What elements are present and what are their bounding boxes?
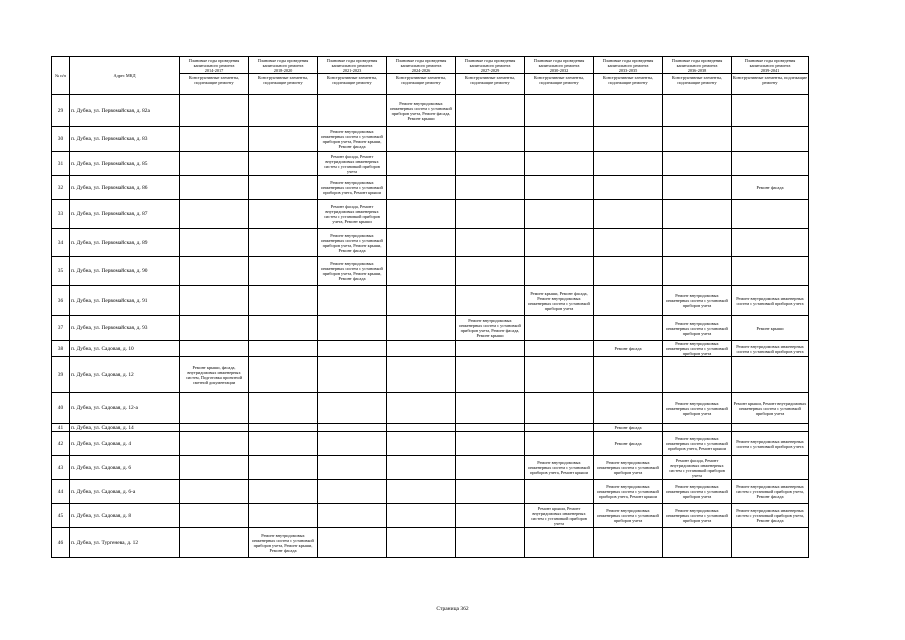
repair-cell bbox=[663, 357, 732, 393]
repair-cell: Ремонт крыши, Ремонт внутридомовых инженерных систем с установкой приборов учета bbox=[525, 504, 594, 528]
repair-cell: Ремонт крыши, фасада, внутридомовых инженерных систем, Подготовка проектной сметной документации bbox=[180, 357, 249, 393]
repair-cell: Ремонт внутридомовых инженерных систем с установкой приборов учета bbox=[663, 393, 732, 424]
repair-cell bbox=[318, 341, 387, 357]
repair-cell bbox=[318, 432, 387, 456]
repair-cell bbox=[525, 257, 594, 286]
repair-cell bbox=[732, 456, 809, 480]
table-row bbox=[52, 152, 809, 176]
repair-cell: Ремонт фасада, Ремонт внутридомовых инженерных систем с установкой приборов учета, Ремонт крыши bbox=[318, 200, 387, 229]
period-title: Плановые годы проведения капитального ремонта bbox=[602, 58, 654, 68]
repair-cell bbox=[387, 432, 456, 456]
period-subheader: Конструктивные элементы, подлежащие ремонту bbox=[387, 73, 455, 85]
repair-cell bbox=[456, 357, 525, 393]
table-row bbox=[52, 393, 809, 424]
col-header-period bbox=[180, 57, 249, 95]
row-number: 46 bbox=[52, 528, 70, 558]
repair-cell: Ремонт внутридомовых инженерных систем с установкой приборов учета, Ремонт крыши, Ремонт фасада bbox=[249, 528, 318, 558]
repair-cell: Ремонт внутридомовых инженерных систем с установкой приборов учета bbox=[732, 341, 809, 357]
period-years: 2014-2017 bbox=[204, 68, 224, 73]
repair-cell bbox=[249, 95, 318, 127]
repair-cell bbox=[180, 504, 249, 528]
repair-cell bbox=[456, 152, 525, 176]
repair-cell: Ремонт внутридомовых инженерных систем с установкой приборов учета bbox=[663, 504, 732, 528]
repair-cell bbox=[180, 200, 249, 229]
row-address: п. Дубна, ул. Первомайская, д. 90 bbox=[70, 257, 180, 286]
period-subheader: Конструктивные элементы, подлежащие ремонту bbox=[525, 73, 593, 85]
row-address: п. Дубна, ул. Садовая, д. 8 bbox=[70, 504, 180, 528]
repair-cell bbox=[456, 456, 525, 480]
repair-cell bbox=[525, 357, 594, 393]
col-header-period bbox=[525, 57, 594, 95]
row-number: 30 bbox=[52, 127, 70, 152]
row-number: 43 bbox=[52, 456, 70, 480]
repair-cell bbox=[525, 152, 594, 176]
col-header-period bbox=[732, 57, 809, 95]
period-title: Плановые годы проведения капитального ремонта bbox=[744, 58, 796, 68]
repair-cell bbox=[525, 316, 594, 341]
repair-cell bbox=[594, 176, 663, 200]
repair-cell bbox=[525, 127, 594, 152]
table-row bbox=[52, 127, 809, 152]
row-number: 42 bbox=[52, 432, 70, 456]
repair-cell bbox=[525, 200, 594, 229]
row-address: п. Дубна, ул. Первомайская, д. 83 bbox=[70, 127, 180, 152]
repair-cell bbox=[663, 424, 732, 432]
repair-cell bbox=[180, 257, 249, 286]
repair-cell: Ремонт фасада bbox=[594, 432, 663, 456]
repair-cell bbox=[387, 127, 456, 152]
repair-cell bbox=[663, 152, 732, 176]
row-number: 29 bbox=[52, 95, 70, 127]
repair-cell bbox=[249, 176, 318, 200]
col-header-period bbox=[249, 57, 318, 95]
repair-cell: Ремонт крыши bbox=[732, 316, 809, 341]
repair-cell bbox=[387, 424, 456, 432]
row-number: 33 bbox=[52, 200, 70, 229]
repair-cell bbox=[387, 480, 456, 504]
period-title: Плановые годы проведения капитального ремонта bbox=[464, 58, 516, 68]
table-row bbox=[52, 286, 809, 316]
row-address: п. Дубна, ул. Первомайская, д. 93 bbox=[70, 316, 180, 341]
row-address: п. Дубна, ул. Первомайская, д. 86 bbox=[70, 176, 180, 200]
row-number: 40 bbox=[52, 393, 70, 424]
repair-cell bbox=[456, 480, 525, 504]
repair-cell bbox=[594, 286, 663, 316]
repair-cell bbox=[663, 200, 732, 229]
row-address: п. Дубна, ул. Садовая, д. 10 bbox=[70, 341, 180, 357]
period-years: 2033-2035 bbox=[618, 68, 638, 73]
repair-cell bbox=[456, 176, 525, 200]
row-number: 31 bbox=[52, 152, 70, 176]
repair-cell bbox=[732, 424, 809, 432]
repair-cell bbox=[387, 229, 456, 257]
repair-cell bbox=[594, 200, 663, 229]
repair-cell bbox=[525, 341, 594, 357]
repair-cell bbox=[594, 528, 663, 558]
col-header-period bbox=[663, 57, 732, 95]
repair-cell bbox=[387, 357, 456, 393]
repair-cell bbox=[180, 424, 249, 432]
repair-cell: Ремонт внутридомовых инженерных систем с установкой приборов учета bbox=[663, 341, 732, 357]
table-row bbox=[52, 95, 809, 127]
row-address: п. Дубна, ул. Садовая, д. 4 bbox=[70, 432, 180, 456]
repair-cell bbox=[249, 152, 318, 176]
repair-cell bbox=[249, 480, 318, 504]
repair-cell bbox=[456, 393, 525, 424]
repair-cell bbox=[318, 504, 387, 528]
repair-cell bbox=[663, 257, 732, 286]
row-number: 38 bbox=[52, 341, 70, 357]
repair-cell bbox=[180, 286, 249, 316]
repair-cell bbox=[663, 176, 732, 200]
repair-cell: Ремонт фасада bbox=[594, 341, 663, 357]
row-number: 37 bbox=[52, 316, 70, 341]
repair-cell bbox=[180, 127, 249, 152]
repair-cell bbox=[594, 316, 663, 341]
row-number: 32 bbox=[52, 176, 70, 200]
table-row bbox=[52, 341, 809, 357]
capital-repair-plan-table bbox=[51, 56, 809, 558]
repair-cell: Ремонт внутридомовых инженерных систем с установкой приборов учета, Ремонт фасада bbox=[732, 504, 809, 528]
repair-cell bbox=[318, 316, 387, 341]
repair-cell bbox=[594, 257, 663, 286]
repair-cell bbox=[249, 127, 318, 152]
repair-cell bbox=[594, 152, 663, 176]
repair-cell bbox=[180, 176, 249, 200]
repair-cell bbox=[180, 393, 249, 424]
repair-cell bbox=[663, 528, 732, 558]
repair-cell: Ремонт фасада bbox=[732, 176, 809, 200]
period-subheader: Конструктивные элементы, подлежащие ремонту bbox=[180, 73, 248, 85]
repair-cell: Ремонт внутридомовых инженерных систем с установкой приборов учета, Ремонт крыши bbox=[525, 456, 594, 480]
repair-cell bbox=[387, 286, 456, 316]
table-row bbox=[52, 229, 809, 257]
repair-cell bbox=[387, 456, 456, 480]
repair-cell: Ремонт внутридомовых инженерных систем с установкой приборов учета bbox=[663, 480, 732, 504]
repair-cell bbox=[732, 200, 809, 229]
repair-cell bbox=[318, 393, 387, 424]
repair-cell bbox=[456, 127, 525, 152]
row-number: 36 bbox=[52, 286, 70, 316]
repair-cell: Ремонт фасада, Ремонт внутридомовых инженерных систем с установкой приборов учета bbox=[318, 152, 387, 176]
repair-cell bbox=[387, 257, 456, 286]
period-years: 2027-2029 bbox=[480, 68, 500, 73]
repair-cell bbox=[732, 127, 809, 152]
repair-cell bbox=[180, 152, 249, 176]
repair-cell bbox=[732, 152, 809, 176]
repair-cell bbox=[732, 95, 809, 127]
header-row bbox=[52, 57, 809, 95]
repair-cell bbox=[387, 341, 456, 357]
row-address: п. Дубна, ул. Первомайская, д. 89 bbox=[70, 229, 180, 257]
row-address: п. Дубна, ул. Садовая, д. 14 bbox=[70, 424, 180, 432]
repair-cell bbox=[456, 229, 525, 257]
repair-cell bbox=[249, 286, 318, 316]
period-subheader: Конструктивные элементы, подлежащие ремонту bbox=[663, 73, 731, 85]
repair-cell bbox=[732, 357, 809, 393]
repair-cell: Ремонт внутридомовых инженерных систем с установкой приборов учета bbox=[663, 286, 732, 316]
repair-cell bbox=[180, 95, 249, 127]
repair-cell: Ремонт внутридомовых инженерных систем с установкой приборов учета bbox=[732, 432, 809, 456]
repair-cell: Ремонт внутридомовых инженерных систем с установкой приборов учета bbox=[594, 456, 663, 480]
period-subheader: Конструктивные элементы, подлежащие ремонту bbox=[732, 75, 808, 85]
repair-cell bbox=[180, 480, 249, 504]
table-row bbox=[52, 424, 809, 432]
repair-cell bbox=[318, 95, 387, 127]
repair-cell bbox=[249, 200, 318, 229]
repair-cell bbox=[456, 432, 525, 456]
repair-cell bbox=[318, 286, 387, 316]
repair-cell bbox=[456, 504, 525, 528]
repair-cell bbox=[180, 528, 249, 558]
repair-cell bbox=[594, 393, 663, 424]
period-title: Плановые годы проведения капитального ремонта bbox=[533, 58, 585, 68]
repair-cell bbox=[387, 176, 456, 200]
period-subheader: Конструктивные элементы, подлежащие ремонту bbox=[456, 73, 524, 85]
repair-cell: Ремонт крыши, Ремонт внутридомовых инженерных систем с установкой приборов учета bbox=[732, 393, 809, 424]
period-years: 2030-2032 bbox=[549, 68, 569, 73]
col-header-period bbox=[387, 57, 456, 95]
repair-cell bbox=[525, 176, 594, 200]
period-title: Плановые годы проведения капитального ремонта bbox=[395, 58, 447, 68]
table-row bbox=[52, 480, 809, 504]
row-address: п. Дубна, ул. Садовая, д. 6-а bbox=[70, 480, 180, 504]
row-address: п. Дубна, ул. Садовая, д. 12-а bbox=[70, 393, 180, 424]
repair-cell bbox=[387, 316, 456, 341]
repair-cell: Ремонт фасада, Ремонт внутридомовых инженерных систем с установкой приборов учета bbox=[663, 456, 732, 480]
repair-cell bbox=[732, 528, 809, 558]
repair-cell: Ремонт внутридомовых инженерных систем с установкой приборов учета bbox=[594, 504, 663, 528]
repair-cell bbox=[456, 286, 525, 316]
period-subheader: Конструктивные элементы, подлежащие ремонту bbox=[594, 73, 662, 85]
period-years: 2018-2020 bbox=[273, 68, 293, 73]
repair-cell bbox=[249, 432, 318, 456]
repair-cell bbox=[387, 152, 456, 176]
repair-cell bbox=[456, 424, 525, 432]
repair-cell bbox=[387, 504, 456, 528]
repair-cell bbox=[318, 357, 387, 393]
repair-cell bbox=[180, 341, 249, 357]
repair-cell bbox=[663, 127, 732, 152]
row-address: п. Дубна, ул. Тургенева, д. 12 bbox=[70, 528, 180, 558]
table-row bbox=[52, 528, 809, 558]
row-number: 34 bbox=[52, 229, 70, 257]
table-row bbox=[52, 504, 809, 528]
repair-cell: Ремонт внутридомовых инженерных систем с установкой приборов учета, Ремонт крыши, Ремонт фасада bbox=[318, 257, 387, 286]
row-address: п. Дубна, ул. Садовая, д. 12 bbox=[70, 357, 180, 393]
col-header-period bbox=[456, 57, 525, 95]
repair-cell bbox=[456, 528, 525, 558]
repair-cell bbox=[249, 424, 318, 432]
repair-cell: Ремонт внутридомовых инженерных систем с установкой приборов учета, Ремонт фасада, Ремонт крыши bbox=[456, 316, 525, 341]
table-row bbox=[52, 432, 809, 456]
page-footer: Страница 362 bbox=[436, 606, 469, 612]
row-number: 35 bbox=[52, 257, 70, 286]
repair-cell bbox=[318, 480, 387, 504]
repair-cell: Ремонт внутридомовых инженерных систем с установкой приборов учета, Ремонт крыши bbox=[594, 480, 663, 504]
repair-cell bbox=[456, 257, 525, 286]
period-subheader: Конструктивные элементы, подлежащие ремонту bbox=[318, 73, 386, 85]
table-row bbox=[52, 456, 809, 480]
repair-cell: Ремонт внутридомовых инженерных систем с установкой приборов учета, Ремонт крыши bbox=[663, 432, 732, 456]
repair-cell bbox=[594, 229, 663, 257]
table-row bbox=[52, 257, 809, 286]
table-row bbox=[52, 176, 809, 200]
table-row bbox=[52, 200, 809, 229]
row-address: п. Дубна, ул. Первомайская, д. 82а bbox=[70, 95, 180, 127]
repair-cell bbox=[387, 393, 456, 424]
row-address: п. Дубна, ул. Первомайская, д. 85 bbox=[70, 152, 180, 176]
period-title: Плановые годы проведения капитального ремонта bbox=[326, 58, 378, 68]
repair-cell bbox=[456, 200, 525, 229]
repair-cell bbox=[180, 316, 249, 341]
repair-cell bbox=[594, 95, 663, 127]
repair-cell bbox=[249, 341, 318, 357]
repair-cell bbox=[180, 432, 249, 456]
repair-cell bbox=[525, 528, 594, 558]
period-years: 2021-2023 bbox=[342, 68, 362, 73]
repair-cell: Ремонт внутридомовых инженерных систем с установкой приборов учета bbox=[732, 286, 809, 316]
repair-cell bbox=[663, 95, 732, 127]
repair-cell bbox=[663, 229, 732, 257]
repair-cell bbox=[525, 432, 594, 456]
repair-cell: Ремонт внутридомовых инженерных систем с установкой приборов учета, Ремонт крыши, Ремонт фасада bbox=[318, 127, 387, 152]
period-subheader: Конструктивные элементы, подлежащие ремонту bbox=[249, 73, 317, 85]
repair-cell: Ремонт внутридомовых инженерных систем с установкой приборов учета, Ремонт фасада bbox=[732, 480, 809, 504]
repair-cell bbox=[180, 229, 249, 257]
repair-cell bbox=[525, 393, 594, 424]
repair-cell bbox=[525, 424, 594, 432]
repair-cell: Ремонт внутридомовых инженерных систем с установкой приборов учета, Ремонт крыши, Ремонт фасада bbox=[318, 229, 387, 257]
row-number: 44 bbox=[52, 480, 70, 504]
repair-cell: Ремонт внутридомовых инженерных систем с установкой приборов учета, Ремонт крыши bbox=[318, 176, 387, 200]
period-years: 2036-2038 bbox=[687, 68, 707, 73]
repair-cell bbox=[318, 456, 387, 480]
row-number: 45 bbox=[52, 504, 70, 528]
repair-cell bbox=[525, 229, 594, 257]
col-header-address: Адрес МКД bbox=[70, 57, 180, 95]
col-header-period bbox=[318, 57, 387, 95]
table-row bbox=[52, 357, 809, 393]
repair-cell bbox=[732, 229, 809, 257]
repair-cell bbox=[594, 127, 663, 152]
repair-cell: Ремонт фасада bbox=[594, 424, 663, 432]
repair-cell bbox=[249, 357, 318, 393]
table-row bbox=[52, 316, 809, 341]
repair-cell bbox=[318, 424, 387, 432]
period-title: Плановые годы проведения капитального ремонта bbox=[671, 58, 723, 68]
repair-cell bbox=[525, 480, 594, 504]
repair-cell bbox=[249, 257, 318, 286]
repair-cell: Ремонт крыши, Ремонт фасада, Ремонт внутридомовых инженерных систем с установкой приборов учета bbox=[525, 286, 594, 316]
repair-cell bbox=[249, 316, 318, 341]
repair-cell: Ремонт внутридомовых инженерных систем с установкой приборов учета bbox=[663, 316, 732, 341]
repair-cell bbox=[249, 229, 318, 257]
repair-cell bbox=[525, 95, 594, 127]
period-years: 2024-2026 bbox=[411, 68, 431, 73]
row-address: п. Дубна, ул. Первомайская, д. 87 bbox=[70, 200, 180, 229]
repair-cell bbox=[456, 341, 525, 357]
row-number: 39 bbox=[52, 357, 70, 393]
row-address: п. Дубна, ул. Первомайская, д. 91 bbox=[70, 286, 180, 316]
col-header-period bbox=[594, 57, 663, 95]
repair-cell bbox=[387, 528, 456, 558]
period-title: Плановые годы проведения капитального ремонта bbox=[188, 58, 240, 68]
repair-cell bbox=[732, 257, 809, 286]
repair-cell bbox=[594, 357, 663, 393]
repair-cell bbox=[387, 200, 456, 229]
repair-cell bbox=[249, 456, 318, 480]
repair-cell bbox=[318, 528, 387, 558]
period-title: Плановые годы проведения капитального ремонта bbox=[257, 58, 309, 68]
repair-cell bbox=[249, 393, 318, 424]
row-address: п. Дубна, ул. Садовая, д. 6 bbox=[70, 456, 180, 480]
repair-cell bbox=[249, 504, 318, 528]
repair-cell bbox=[456, 95, 525, 127]
repair-cell bbox=[180, 456, 249, 480]
row-number: 41 bbox=[52, 424, 70, 432]
period-years: 2039-2041 bbox=[760, 68, 780, 73]
repair-cell: Ремонт внутридомовых инженерных систем с установкой приборов учета, Ремонт фасада, Ремонт крыши bbox=[387, 95, 456, 127]
col-header-num: № п/п bbox=[52, 57, 70, 95]
